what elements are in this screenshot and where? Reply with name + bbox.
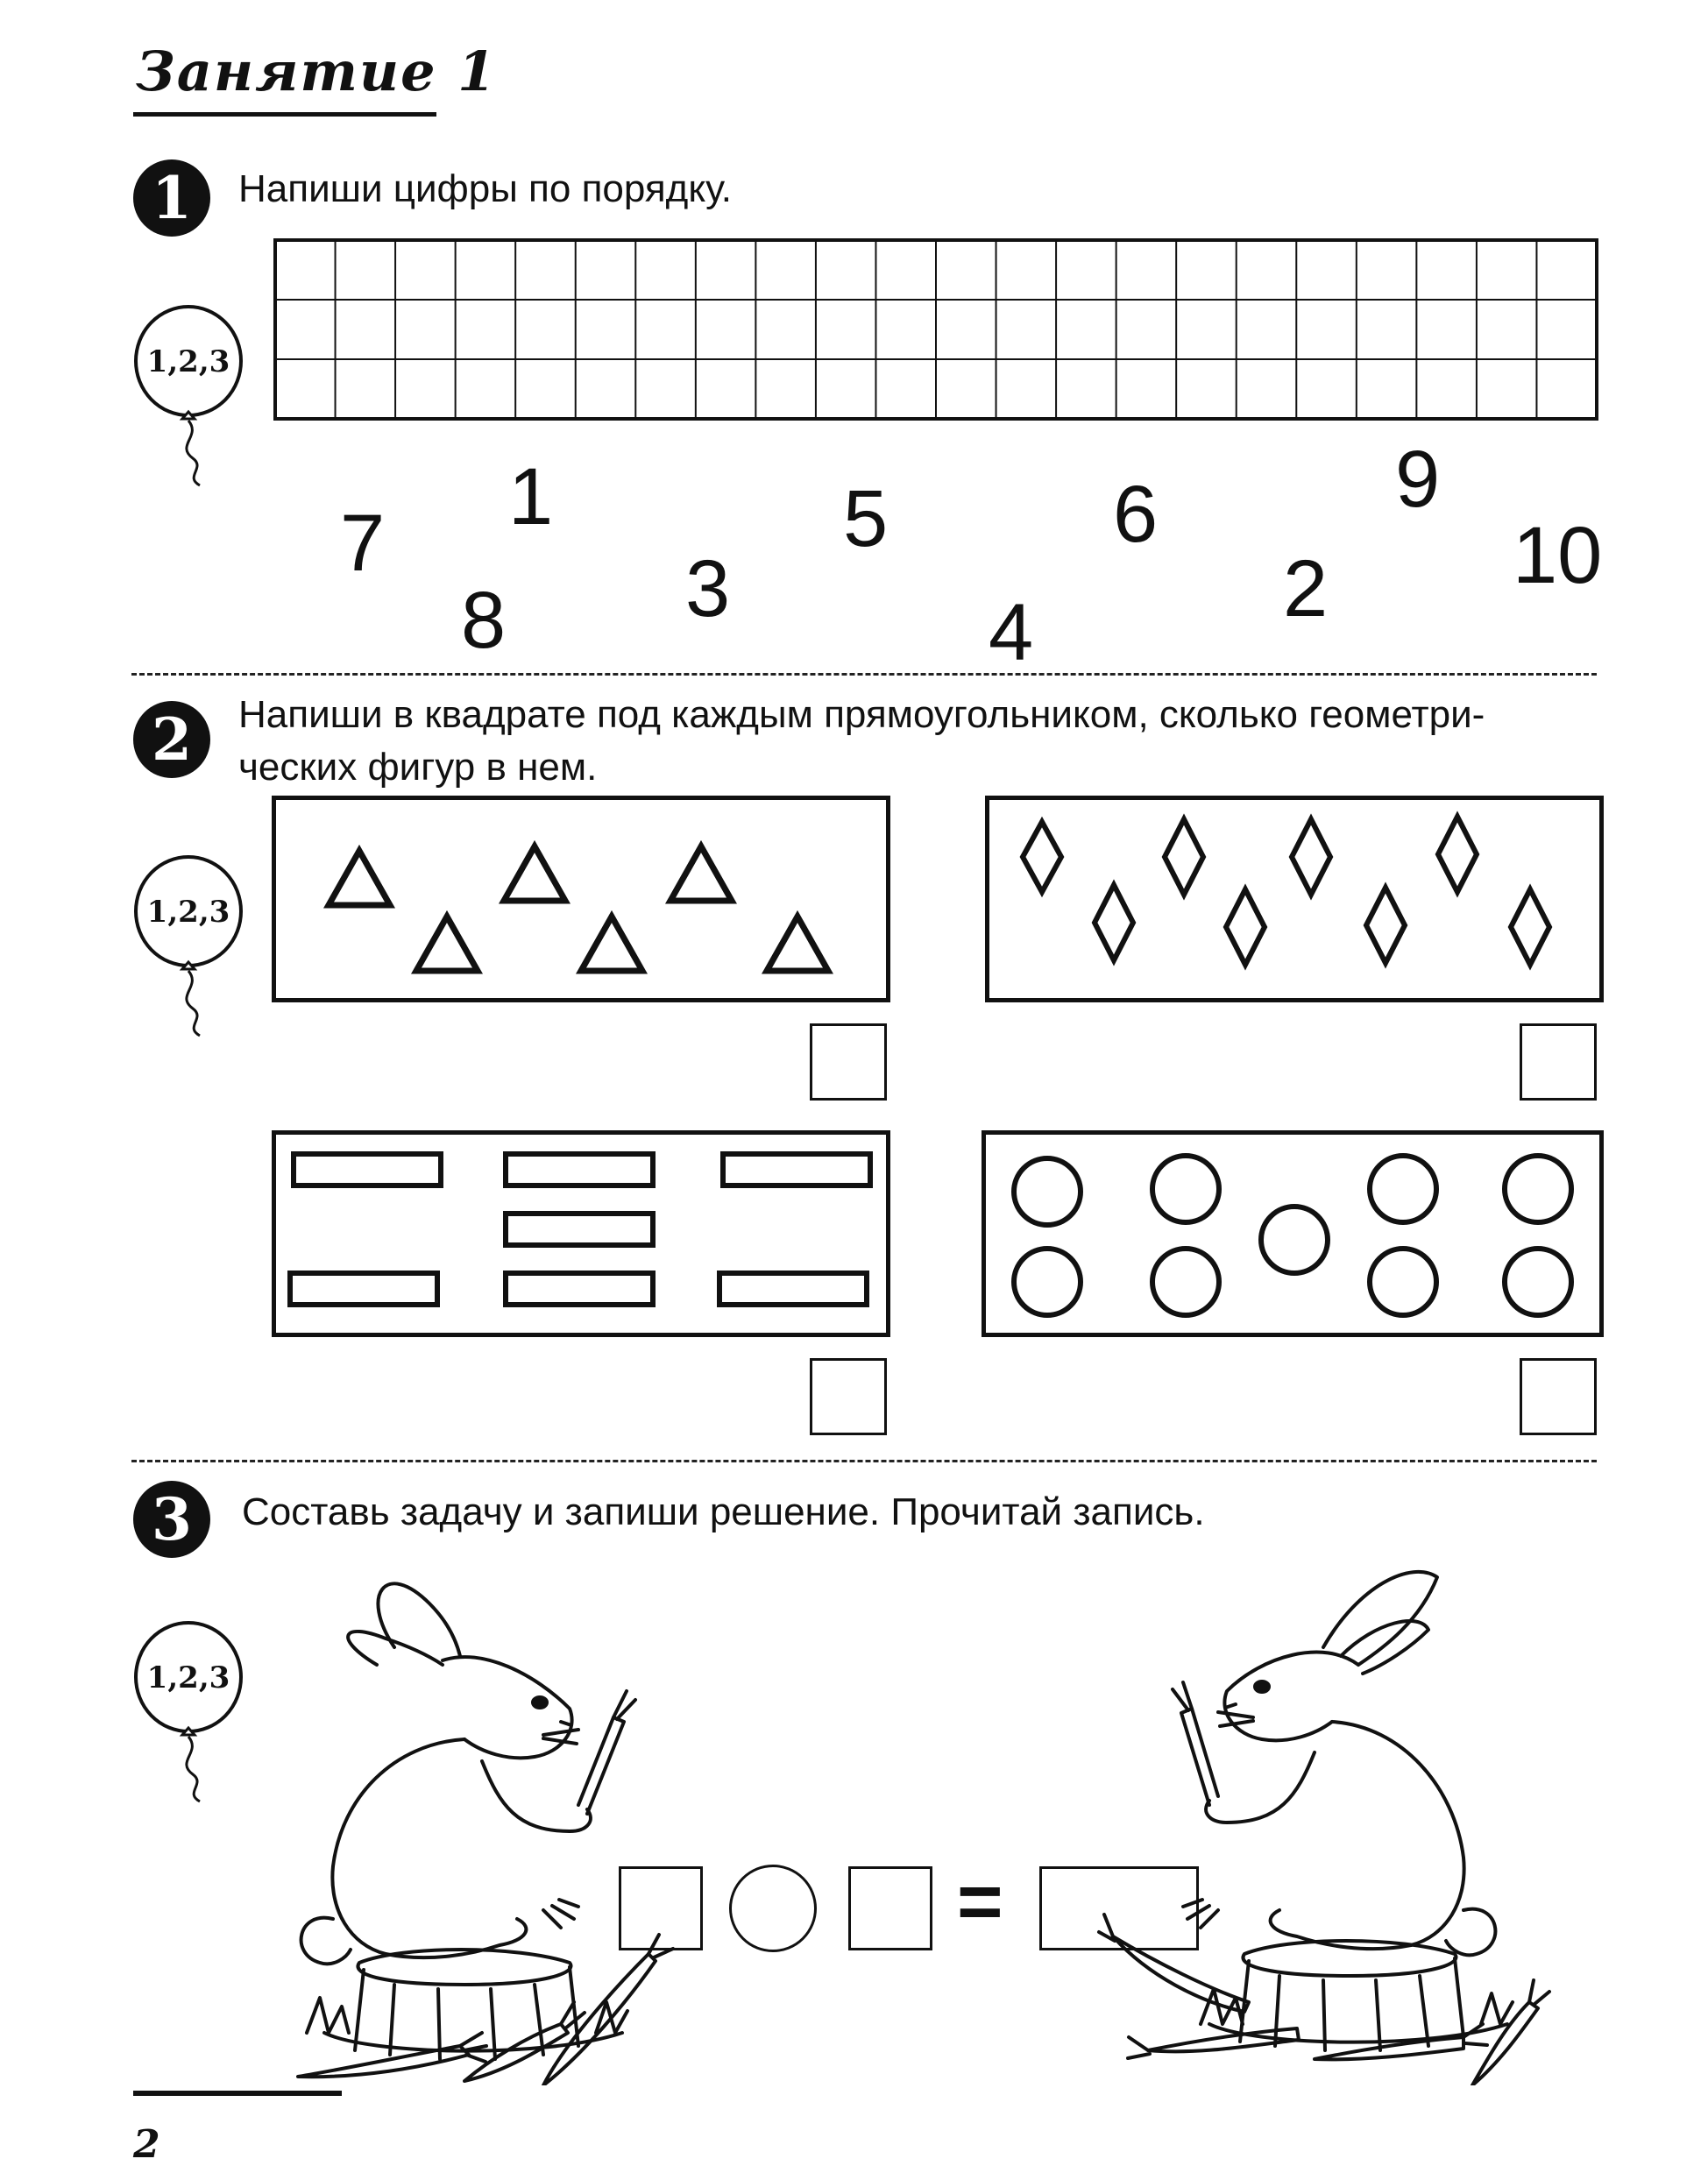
circle-shape	[1370, 1249, 1436, 1315]
task-1-number-badge: 1	[133, 159, 210, 237]
diamond-shape	[1095, 885, 1133, 960]
title-underline	[133, 112, 436, 117]
balloon-icon	[131, 305, 254, 493]
circle-shape	[1505, 1249, 1571, 1315]
balloon-icon	[131, 855, 254, 1044]
scattered-number: 5	[843, 474, 889, 563]
task-3-number-badge: 3	[133, 1481, 210, 1558]
rabbit-illustration-left	[280, 1542, 684, 2090]
task-2-instruction-line1: Напиши в квадрате под каждым прямоугольником, сколько геометри-	[238, 693, 1485, 736]
section-divider	[131, 673, 1597, 676]
lesson-title: Занятие 1	[136, 39, 498, 103]
equation-operator-circle[interactable]	[729, 1865, 817, 1952]
page-number: 2	[133, 2122, 160, 2167]
answer-box-rectangles[interactable]	[810, 1358, 887, 1435]
circle-shape	[1261, 1207, 1328, 1273]
circle-shape	[1370, 1156, 1436, 1222]
triangles-panel	[272, 796, 890, 1002]
equation-number-box-1[interactable]	[619, 1866, 703, 1950]
diamond-shape	[1438, 817, 1477, 892]
triangle-shape	[416, 917, 478, 971]
task-3-instruction: Составь задачу и запиши решение. Прочитай запись.	[242, 1490, 1205, 1533]
rectangle-shape	[506, 1154, 653, 1186]
equals-sign: =	[957, 1858, 1003, 1946]
circle-shape	[1152, 1249, 1219, 1315]
diamond-shape	[1366, 888, 1405, 963]
task-2-instruction-line2: ческих фигур в нем.	[238, 746, 598, 789]
task-2-number-badge: 2	[133, 701, 210, 778]
triangle-shape	[767, 917, 828, 971]
scattered-number: 6	[1113, 470, 1159, 559]
scattered-number: 10	[1513, 511, 1603, 600]
triangle-shape	[329, 851, 390, 905]
circle-shape	[1014, 1158, 1081, 1225]
rectangle-shape	[723, 1154, 870, 1186]
balloon-label: 1,2,3	[146, 1660, 230, 1695]
page-number-rule	[133, 2091, 342, 2096]
balloon-icon	[131, 1621, 254, 1809]
balloon-label: 1,2,3	[146, 895, 230, 930]
diamond-shape	[1023, 822, 1061, 892]
diamonds-panel	[985, 796, 1604, 1002]
rectangle-shape	[719, 1273, 867, 1305]
section-divider	[131, 1460, 1597, 1462]
scattered-number: 9	[1395, 435, 1441, 524]
rectangle-shape	[290, 1273, 437, 1305]
scattered-number: 4	[989, 588, 1034, 677]
rectangles-panel	[272, 1130, 890, 1337]
diamond-shape	[1511, 889, 1549, 965]
scattered-number: 3	[685, 544, 731, 633]
answer-box-triangles[interactable]	[810, 1023, 887, 1101]
scattered-number: 2	[1283, 544, 1329, 633]
scattered-number: 7	[340, 499, 386, 588]
rabbit-illustration-right	[1095, 1525, 1551, 2090]
scattered-number: 1	[508, 452, 554, 541]
answer-box-diamonds[interactable]	[1520, 1023, 1597, 1101]
number-writing-grid[interactable]	[273, 238, 1598, 425]
triangle-shape	[581, 917, 642, 971]
balloon-label: 1,2,3	[146, 344, 230, 379]
circle-shape	[1505, 1156, 1571, 1222]
diamond-shape	[1226, 889, 1265, 965]
scattered-number: 8	[461, 576, 507, 665]
task-1-instruction: Напиши цифры по порядку.	[238, 167, 732, 210]
circles-panel	[982, 1130, 1604, 1337]
triangle-shape	[670, 846, 732, 901]
rectangle-shape	[506, 1214, 653, 1245]
circle-shape	[1014, 1249, 1081, 1315]
rectangle-shape	[294, 1154, 441, 1186]
equation-number-box-2[interactable]	[848, 1866, 932, 1950]
answer-box-circles[interactable]	[1520, 1358, 1597, 1435]
triangle-shape	[504, 846, 565, 901]
diamond-shape	[1292, 819, 1330, 895]
rectangle-shape	[506, 1273, 653, 1305]
circle-shape	[1152, 1156, 1219, 1222]
diamond-shape	[1165, 819, 1203, 895]
